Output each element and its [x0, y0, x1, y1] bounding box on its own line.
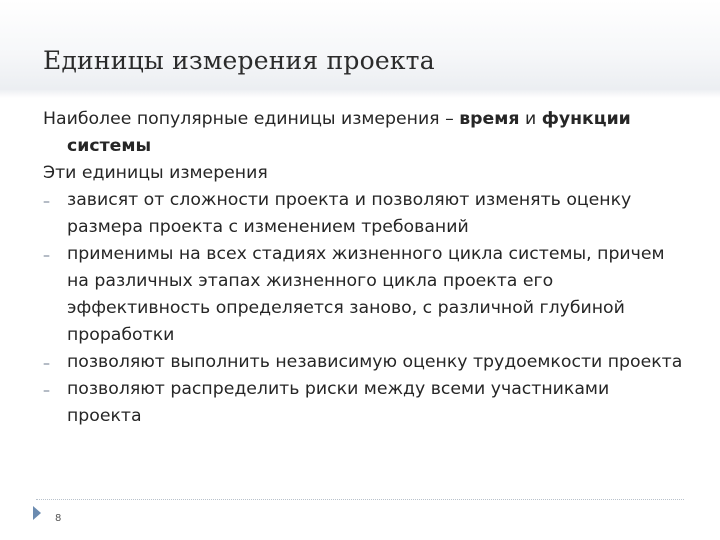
- bullet-text: применимы на всех стадиях жизненного цикла системы, причем на различных этапах жизненного цикла проекта его эффективность определяется заново, с различной глубиной проработки: [67, 244, 665, 345]
- dash-bullet-icon: –: [43, 194, 50, 210]
- dash-bullet-icon: –: [43, 383, 50, 399]
- footer-divider: [36, 499, 684, 500]
- bold-system-functions: функции системы: [67, 109, 631, 156]
- dash-bullet-icon: –: [43, 356, 50, 372]
- paragraph-intro: Эти единицы измерения: [43, 163, 268, 183]
- title-divider: [0, 90, 720, 98]
- dash-bullet-icon: –: [43, 248, 50, 264]
- bullet-text: зависят от сложности проекта и позволяют изменять оценку размера проекта с изменением требований: [67, 190, 632, 237]
- bullet-item: [43, 349, 683, 376]
- triangle-marker-icon: [33, 506, 41, 520]
- bullet-text: позволяют распределить риски между всеми участниками проекта: [67, 379, 610, 426]
- slide-content: [43, 106, 683, 430]
- bullet-item: [43, 376, 683, 430]
- paragraph-units: [43, 106, 683, 160]
- bullet-item: [43, 187, 683, 241]
- bold-time: время: [459, 109, 520, 129]
- bullet-text: позволяют выполнить независимую оценку трудоемкости проекта: [67, 352, 683, 372]
- bullet-item: [43, 241, 683, 349]
- paragraph-text: Наиболее популярные единицы измерения –: [43, 109, 460, 129]
- slide-title: Единицы измерения проекта: [43, 46, 435, 75]
- page-number: 8: [55, 513, 62, 524]
- paragraph-conjunction: и: [519, 109, 542, 129]
